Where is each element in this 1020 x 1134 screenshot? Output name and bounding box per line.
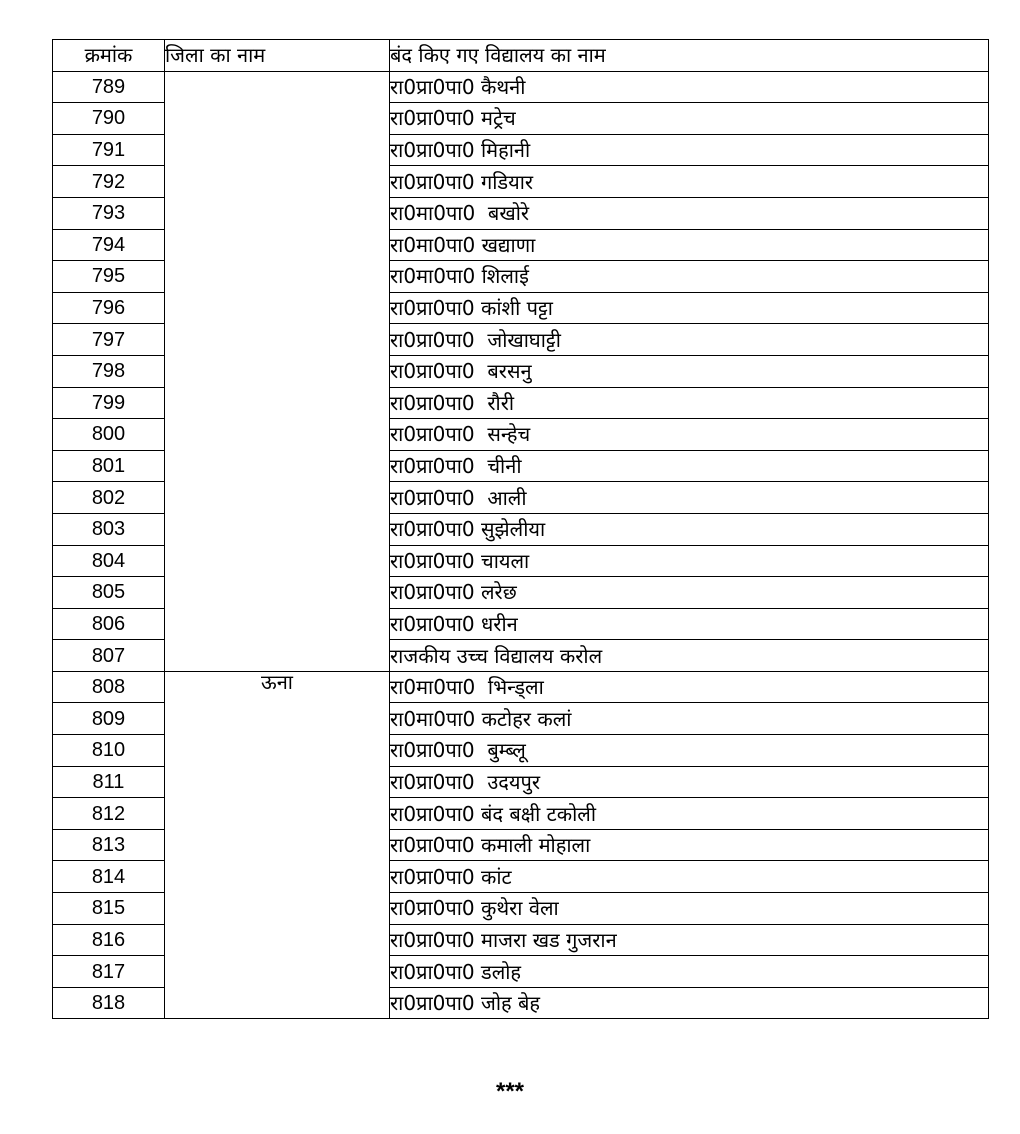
serial-number-cell: 807 (53, 640, 165, 672)
school-name-cell: रा0प्रा0पा0 रौरी (390, 387, 989, 419)
serial-number-cell: 815 (53, 893, 165, 925)
serial-number-cell: 803 (53, 513, 165, 545)
school-name-cell: रा0प्रा0पा0 मिहानी (390, 134, 989, 166)
school-name-cell: रा0प्रा0पा0 कमाली मोहाला (390, 829, 989, 861)
school-name-cell: रा0मा0पा0 शिलाई (390, 261, 989, 293)
header-district: जिला का नाम (165, 40, 390, 72)
school-name-cell: रा0मा0पा0 खद्याणा (390, 229, 989, 261)
serial-number-cell: 794 (53, 229, 165, 261)
serial-number-cell: 806 (53, 608, 165, 640)
school-name-cell: रा0प्रा0पा0 सुझेलीया (390, 513, 989, 545)
serial-number-cell: 805 (53, 577, 165, 609)
header-serial: क्रमांक (53, 40, 165, 72)
serial-number-cell: 808 (53, 671, 165, 703)
closed-schools-table (52, 39, 989, 1019)
school-name-cell: रा0मा0पा0 कटोहर कलां (390, 703, 989, 735)
serial-number-cell: 795 (53, 261, 165, 293)
serial-number-cell: 816 (53, 924, 165, 956)
serial-number-cell: 817 (53, 956, 165, 988)
serial-number-cell: 810 (53, 735, 165, 767)
school-name-cell: रा0प्रा0पा0 माजरा खड गुजरान (390, 924, 989, 956)
serial-number-cell: 792 (53, 166, 165, 198)
serial-number-cell: 804 (53, 545, 165, 577)
header-school: बंद किए गए विद्यालय का नाम (390, 40, 989, 72)
serial-number-cell: 799 (53, 387, 165, 419)
school-name-cell: रा0प्रा0पा0 बुम्ब्लू (390, 735, 989, 767)
school-name-cell: रा0प्रा0पा0 सन्हेच (390, 419, 989, 451)
school-name-cell: रा0प्रा0पा0 चायला (390, 545, 989, 577)
serial-number-cell: 789 (53, 71, 165, 103)
table-header-row (53, 40, 989, 72)
serial-number-cell: 812 (53, 798, 165, 830)
school-name-cell: रा0प्रा0पा0 मट्रेच (390, 103, 989, 135)
district-cell (165, 71, 390, 671)
table-body (53, 71, 989, 1019)
serial-number-cell: 800 (53, 419, 165, 451)
school-name-cell: रा0प्रा0पा0 जोखाघाट्टी (390, 324, 989, 356)
school-name-cell: रा0प्रा0पा0 कैथनी (390, 71, 989, 103)
table-row (53, 71, 989, 103)
school-name-cell: रा0प्रा0पा0 गडियार (390, 166, 989, 198)
school-name-cell: रा0प्रा0पा0 धरीन (390, 608, 989, 640)
table-row (53, 671, 989, 703)
school-name-cell: रा0प्रा0पा0 कुथेरा वेला (390, 893, 989, 925)
serial-number-cell: 813 (53, 829, 165, 861)
school-name-cell: रा0प्रा0पा0 बंद बक्षी टकोली (390, 798, 989, 830)
serial-number-cell: 818 (53, 987, 165, 1019)
school-name-cell: रा0प्रा0पा0 लरेछ (390, 577, 989, 609)
serial-number-cell: 802 (53, 482, 165, 514)
school-name-cell: रा0प्रा0पा0 कांशी पट्टा (390, 292, 989, 324)
district-cell: ऊना (165, 671, 390, 1019)
serial-number-cell: 811 (53, 766, 165, 798)
school-name-cell: रा0प्रा0पा0 आली (390, 482, 989, 514)
serial-number-cell: 791 (53, 134, 165, 166)
school-name-cell: राजकीय उच्च विद्यालय करोल (390, 640, 989, 672)
school-name-cell: रा0प्रा0पा0 बरसनु (390, 355, 989, 387)
serial-number-cell: 790 (53, 103, 165, 135)
serial-number-cell: 796 (53, 292, 165, 324)
school-name-cell: रा0प्रा0पा0 जोह बेह (390, 987, 989, 1019)
serial-number-cell: 798 (53, 355, 165, 387)
school-name-cell: रा0प्रा0पा0 डलोह (390, 956, 989, 988)
end-marker: *** (495, 1078, 525, 1105)
serial-number-cell: 793 (53, 197, 165, 229)
school-name-cell: रा0मा0पा0 बखोरे (390, 197, 989, 229)
school-name-cell: रा0प्रा0पा0 चीनी (390, 450, 989, 482)
school-name-cell: रा0मा0पा0 भिन्ड्ला (390, 671, 989, 703)
serial-number-cell: 809 (53, 703, 165, 735)
serial-number-cell: 801 (53, 450, 165, 482)
school-name-cell: रा0प्रा0पा0 उदयपुर (390, 766, 989, 798)
serial-number-cell: 797 (53, 324, 165, 356)
school-name-cell: रा0प्रा0पा0 कांट (390, 861, 989, 893)
serial-number-cell: 814 (53, 861, 165, 893)
